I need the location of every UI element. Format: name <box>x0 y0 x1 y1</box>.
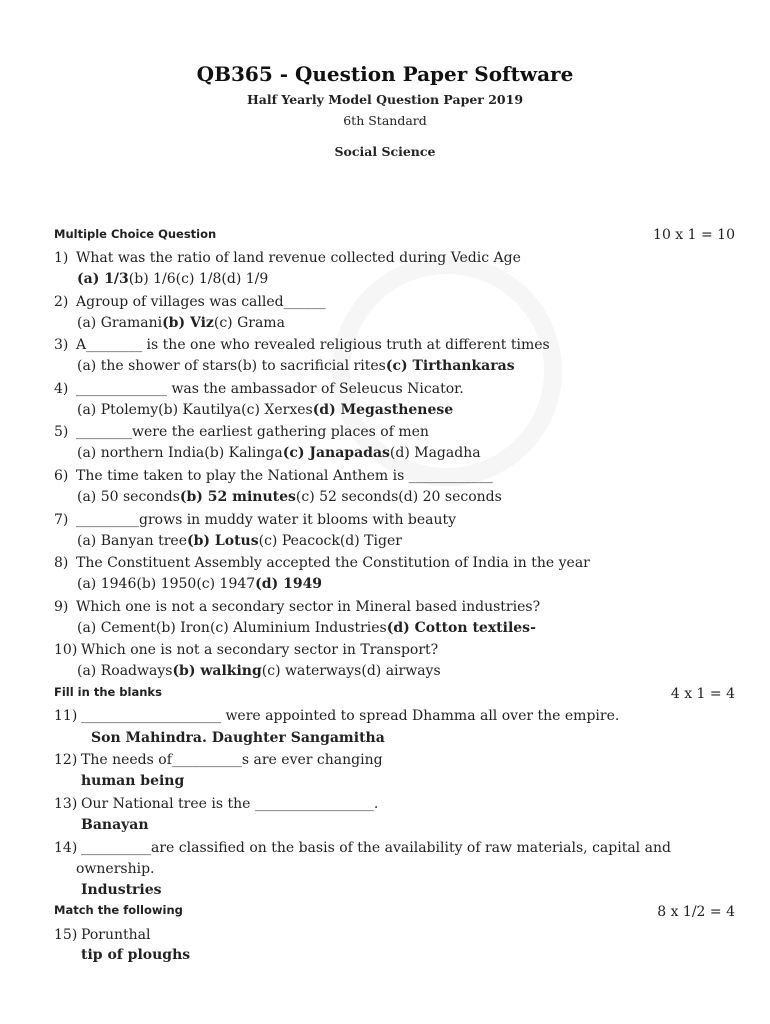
option: (a) 1946 <box>77 576 137 593</box>
option: (c) waterways <box>261 663 362 680</box>
section-title-mcq: Multiple Choice Question <box>54 227 217 241</box>
question-number: 13) <box>54 796 78 812</box>
answer-text: Banayan <box>81 817 149 833</box>
question-text: What was the ratio of land revenue collected during Vedic Age <box>76 250 521 266</box>
question-text: The time taken to play the National Anthem is ____________ <box>76 468 493 484</box>
correct-option: (d) Cotton textiles- <box>386 619 536 636</box>
question-number: 6) <box>54 468 69 484</box>
option: (b) Kautilya <box>158 401 242 418</box>
correct-option: (b) walking <box>172 663 262 680</box>
option: (a) Ptolemy <box>77 401 159 418</box>
question-number: 7) <box>54 511 69 528</box>
question-number: 5) <box>54 424 69 441</box>
question-number: 10) <box>54 642 78 659</box>
option: (b) 1/6 <box>128 271 176 287</box>
option: (c) 52 seconds <box>295 489 399 505</box>
option: (b) Kalinga <box>204 445 283 462</box>
answer-options <box>77 315 285 331</box>
option: (a) the shower of stars <box>77 358 238 375</box>
question-number: 4) <box>54 380 69 397</box>
answer-text: Industries <box>81 882 162 898</box>
answer-options <box>77 663 441 679</box>
correct-option: (a) 1/3 <box>77 271 129 287</box>
question-number: 15) <box>54 927 78 943</box>
option: (d) Tiger <box>339 532 402 549</box>
answer-options <box>77 533 402 549</box>
option: (b) 1950 <box>136 576 197 593</box>
answer-options <box>77 358 515 374</box>
question-text: ____________________ were appointed to spread Dhamma all over the empire. <box>81 708 620 724</box>
option: (d) 20 seconds <box>398 489 502 505</box>
option: (a) Banyan tree <box>77 532 187 549</box>
answer-text: tip of ploughs <box>81 947 191 963</box>
answer-options <box>77 445 481 461</box>
answer-text: human being <box>81 773 185 789</box>
option: (d) Magadha <box>389 445 481 462</box>
correct-option: (d) 1949 <box>255 576 323 593</box>
correct-option: (d) Megasthenese <box>312 401 454 418</box>
page-title: QB365 - Question Paper Software <box>196 62 574 86</box>
question-text: ________were the earliest gathering places of men <box>76 424 429 441</box>
question-text: _________grows in muddy water it blooms with beauty <box>76 511 457 528</box>
question-text: Which one is not a secondary sector in Transport? <box>81 642 439 659</box>
option: (b) Iron <box>155 619 210 636</box>
option: (a) Gramani <box>77 314 163 331</box>
answer-text: Son Mahindra. Daughter Sangamitha <box>91 730 385 746</box>
option: (c) Aluminium Industries <box>209 619 387 636</box>
option: (a) Cement <box>77 619 156 636</box>
question-text: A________ is the one who revealed religious truth at different times <box>76 337 550 354</box>
subject-name: Social Science <box>334 144 436 159</box>
option: (d) 1/9 <box>221 271 269 287</box>
question-text: Our National tree is the _________________. <box>81 796 379 812</box>
answer-options <box>77 576 322 592</box>
question-number: 8) <box>54 555 69 572</box>
question-text: Agroup of villages was called______ <box>76 293 326 310</box>
section-marks-match: 8 x 1/2 = 4 <box>657 904 735 920</box>
question-text-continued: ownership. <box>76 861 155 877</box>
class-standard: 6th Standard <box>343 113 427 128</box>
exam-subtitle: Half Yearly Model Question Paper 2019 <box>246 92 524 107</box>
section-marks-fill: 4 x 1 = 4 <box>670 686 735 702</box>
question-text: _____________ was the ambassador of Seleucus Nicator. <box>76 380 464 397</box>
question-text: Porunthal <box>81 927 151 943</box>
correct-option: (b) 52 minutes <box>179 489 296 505</box>
question-number: 12) <box>54 752 78 768</box>
option: (c) Grama <box>213 314 285 331</box>
correct-option: (c) Tirthankaras <box>385 358 515 375</box>
answer-options <box>77 402 453 418</box>
question-number: 2) <box>54 293 69 310</box>
section-title-match: Match the following <box>54 903 183 917</box>
option: (c) Peacock <box>258 532 340 549</box>
answer-options <box>77 620 536 636</box>
question-number: 14) <box>54 840 78 856</box>
option: (c) 1947 <box>196 576 256 593</box>
section-title-fill: Fill in the blanks <box>54 685 162 699</box>
option: (a) northern India <box>77 445 205 462</box>
section-marks-mcq: 10 x 1 = 10 <box>653 227 735 243</box>
question-number: 11) <box>54 708 78 724</box>
correct-option: (c) Janapadas <box>282 445 390 462</box>
option: (a) 50 seconds <box>77 489 180 505</box>
option: (a) Roadways <box>77 663 173 680</box>
question-text: The needs of__________s are ever changing <box>81 752 383 768</box>
question-text: __________are classified on the basis of the availability of raw materials, capital and <box>81 840 671 856</box>
option: (b) to sacrificial rites <box>237 358 386 375</box>
question-number: 1) <box>54 250 69 266</box>
option: (c) Xerxes <box>241 401 313 418</box>
answer-options <box>77 489 502 505</box>
option: (d) airways <box>361 663 441 680</box>
question-text: The Constituent Assembly accepted the Constitution of India in the year <box>76 555 590 572</box>
answer-options <box>77 271 268 287</box>
question-number: 9) <box>54 598 69 615</box>
question-text: Which one is not a secondary sector in Mineral based industries? <box>76 598 541 615</box>
option: (c) 1/8 <box>175 271 222 287</box>
correct-option: (b) Lotus <box>186 532 259 549</box>
question-number: 3) <box>54 337 69 354</box>
correct-option: (b) Viz <box>162 314 214 331</box>
